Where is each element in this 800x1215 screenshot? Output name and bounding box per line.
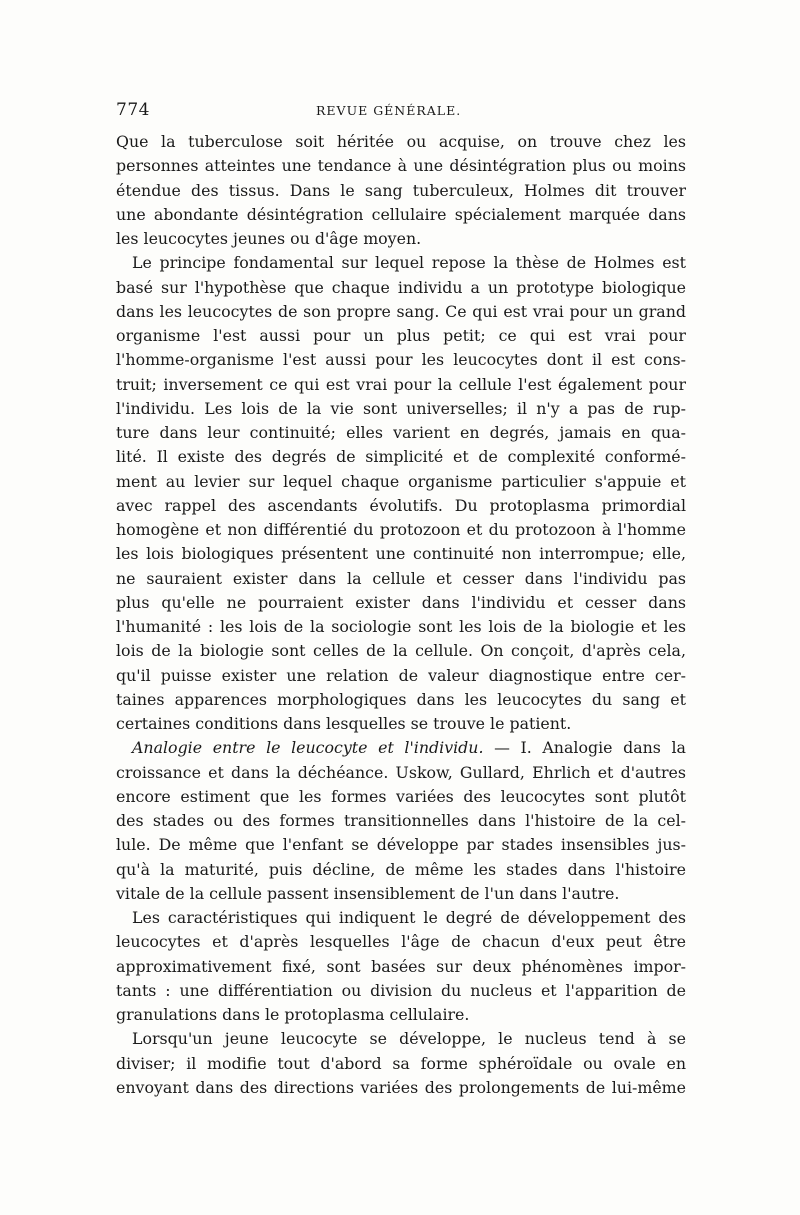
section-heading: Analogie entre le leucocyte et l'individu. xyxy=(132,738,484,758)
text-line: Le principe fondamental sur lequel repose la thèse de Holmes est xyxy=(132,253,686,273)
section-heading-line xyxy=(116,736,686,760)
text-line: taines apparences morphologiques dans les leucocytes du sang et xyxy=(116,689,686,709)
running-title: REVUE GÉNÉRALE. xyxy=(316,103,462,118)
text-line: dans les leucocytes de son propre sang. Ce qui est vrai pour un grand xyxy=(116,301,686,321)
text-line: croissance et dans la déchéance. Uskow, Gullard, Ehrlich et d'autres xyxy=(116,762,686,782)
text-line: l'humanité : les lois de la sociologie sont les lois de la biologie et les xyxy=(116,617,686,636)
text-line: homogène et non différentié du protozoon et du protozoon à l'homme xyxy=(116,520,686,539)
text-line: lule. De même que l'enfant se développe par stades insensibles jus- xyxy=(116,835,686,855)
page-number: 774 xyxy=(116,100,150,120)
text-line: approximativement fixé, sont basées sur deux phénomènes impor- xyxy=(116,956,686,976)
text-line: l'homme-organisme l'est aussi pour les leucocytes dont il est cons- xyxy=(116,350,686,370)
text-line: leucocytes et d'après lesquelles l'âge de chacun d'eux peut être xyxy=(116,932,686,952)
text-line: ne sauraient exister dans la cellule et cesser dans l'individu pas xyxy=(116,568,686,588)
text-line: lité. Il existe des degrés de simplicité et de complexité conformé- xyxy=(116,447,686,467)
text-line: — I. Analogie dans la xyxy=(494,738,686,758)
text-line: envoyant dans des directions variées des prolongements de lui-même xyxy=(116,1077,686,1097)
text-line: personnes atteintes une tendance à une désintégration plus ou moins xyxy=(116,156,686,176)
text-line: granulations dans le protoplasma cellulaire. xyxy=(116,1005,470,1024)
text-line: Les caractéristiques qui indiquent le degré de développement des xyxy=(132,908,686,927)
text-line: des stades ou des formes transitionnelles dans l'histoire de la cel- xyxy=(116,811,686,830)
text-line: certaines conditions dans lesquelles se trouve le patient. xyxy=(116,714,572,733)
text-line: organisme l'est aussi pour un plus petit; ce qui est vrai pour xyxy=(116,326,686,345)
text-line: diviser; il modifie tout d'abord sa forme sphéroïdale ou ovale en xyxy=(116,1053,686,1073)
text-line: plus qu'elle ne pourraient exister dans l'individu et cesser dans xyxy=(116,592,686,612)
text-line: truit; inversement ce qui est vrai pour la cellule l'est également pour xyxy=(116,374,686,394)
text-line: lois de la biologie sont celles de la cellule. On conçoit, d'après cela, xyxy=(116,641,686,661)
text-line: les leucocytes jeunes ou d'âge moyen. xyxy=(116,229,422,248)
text-line: encore estiment que les formes variées des leucocytes sont plutôt xyxy=(116,786,686,806)
text-line: avec rappel des ascendants évolutifs. Du protoplasma primordial xyxy=(116,495,686,515)
body-text xyxy=(116,130,686,1100)
text-line: basé sur l'hypothèse que chaque individu a un prototype biologique xyxy=(116,277,686,297)
text-line: tants : une différentiation ou division du nucleus et l'apparition de xyxy=(116,980,686,1000)
text-line: qu'à la maturité, puis décline, de même les stades dans l'histoire xyxy=(116,859,686,879)
text-line: l'individu. Les lois de la vie sont universelles; il n'y a pas de rup- xyxy=(116,398,686,418)
running-head xyxy=(116,100,686,124)
text-line: une abondante désintégration cellulaire spécialement marquée dans xyxy=(116,204,686,224)
text-line: ture dans leur continuité; elles varient en degrés, jamais en qua- xyxy=(116,423,686,442)
text-line: qu'il puisse exister une relation de valeur diagnostique entre cer- xyxy=(116,665,686,685)
text-line: vitale de la cellule passent insensiblement de l'un dans l'autre. xyxy=(116,883,620,903)
text-line: Lorsqu'un jeune leucocyte se développe, le nucleus tend à se xyxy=(132,1029,686,1049)
text-line: Que la tuberculose soit héritée ou acquise, on trouve chez les xyxy=(116,132,686,151)
text-line: les lois biologiques présentent une continuité non interrompue; elle, xyxy=(116,544,686,564)
text-line: ment au levier sur lequel chaque organisme particulier s'appuie et xyxy=(116,471,686,491)
text-line: étendue des tissus. Dans le sang tuberculeux, Holmes dit trouver xyxy=(116,180,686,200)
